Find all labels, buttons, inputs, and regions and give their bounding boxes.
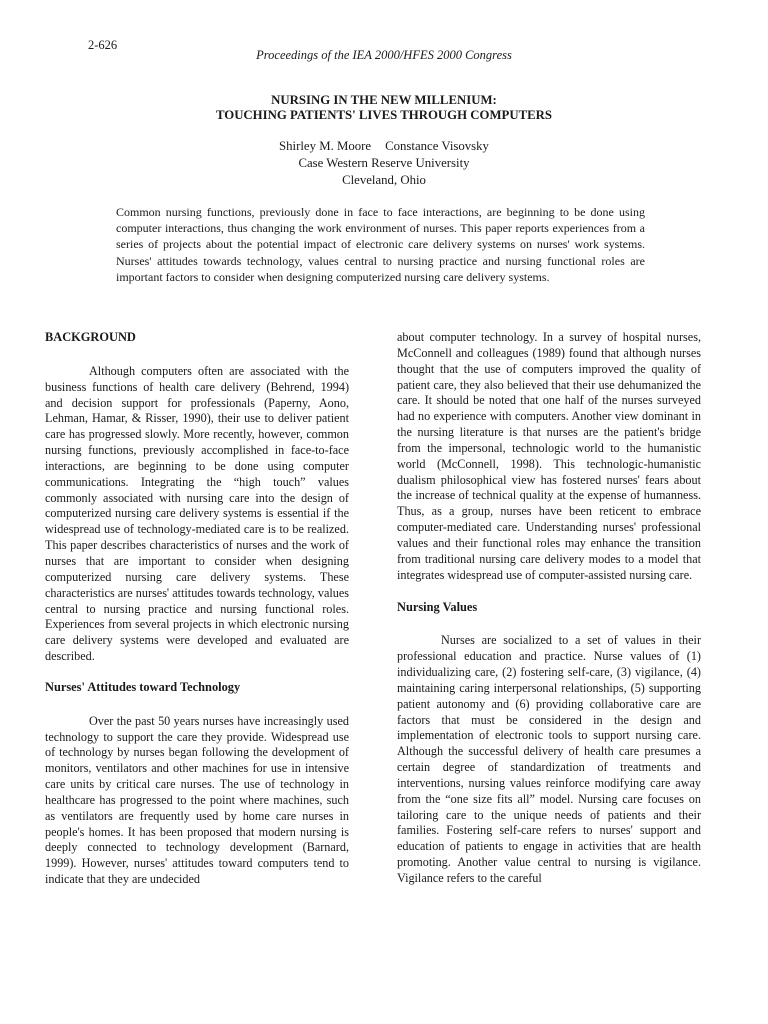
section-heading-attitudes: Nurses' Attitudes toward Technology	[45, 679, 241, 694]
background-paragraph: Although computers often are associated with the business functions of health care delivery (Behrend, 1994) and decision support for professionals (Paperny, Aono, Lehman, Hamar, & Risser, 1990), their use to deliver patient care has progressed slowly. More recently, however, common nursing functions, previously accomplished in face-to-face interactions, are beginning to be done using computer communications. Integrating the “high touch” values commonly associated with nursing care into the design of computerized nursing care delivery systems is essential if the widespread use of technology-mediated care is to be realized. This paper describes characteristics of nurses and the work of nurses that are important to consider when designing computerized nursing care delivery systems. These characteristics are nurses' attitudes towards technology, values central to nursing practice and nursing functional roles. Experiences from several projects in which electronic nursing care delivery systems were developed and evaluated are described.	[45, 363, 349, 664]
right-column	[397, 330, 701, 887]
title-line-2: TOUCHING PATIENTS' LIVES THROUGH COMPUTERS	[215, 108, 553, 122]
author-1: Shirley M. Moore	[279, 139, 372, 153]
affiliation: Case Western Reserve University	[298, 156, 470, 170]
author-block	[0, 138, 768, 189]
running-head: Proceedings of the IEA 2000/HFES 2000 Congress	[256, 48, 512, 62]
location: Cleveland, Ohio	[342, 173, 426, 187]
author-2: Constance Visovsky	[385, 139, 489, 153]
section-heading-background: BACKGROUND	[45, 330, 136, 344]
attitudes-paragraph: Over the past 50 years nurses have increasingly used technology to support the care they provide. Widespread use of technology by nurses began following the development of monitors, ventilators and other machines for use in intensive care units by critical care nurses. The use of technology in healthcare has progressed to the point where machines, such as ventilators are frequently used by home care nurses in people's homes. It has been proposed that modern nursing is deeply connected to technology development (Barnard, 1999). However, nurses' attitudes toward computers tend to indicate that they are undecided	[45, 713, 349, 887]
paper-title	[0, 93, 768, 123]
left-column	[45, 330, 349, 888]
author-names	[0, 138, 768, 155]
continued-paragraph: about computer technology. In a survey of hospital nurses, McConnell and colleagues (1989) found that although nurses thought that the use of computers improved the quality of patient care, they also believed that their use dehumanized the care. It should be noted that one half of the nurses surveyed had no experience with computers. Another view dominant in the nursing literature is that nurses are the patient's bridge from the impersonal, technologic world to the humanistic world (McConnell, 1998). This technologic-humanistic dualism philosophical view has fostered nurses' fears about the increase of technical quality at the expense of humanness. Thus, as a group, nurses have been reticent to embrace computer-mediated care. Understanding nurses' professional values and their functional roles may enhance the transition from traditional nursing care delivery modes to a model that integrates widespread use of computer-assisted nursing care.	[397, 330, 701, 582]
abstract: Common nursing functions, previously done in face to face interactions, are beginning to be done using computer interactions, thus changing the work environment of nurses. This paper reports experiences from a series of projects about the potential impact of electronic care delivery systems on nurses' work systems. Nurses' attitudes towards technology, values central to nursing practice and nursing functional roles are important factors to consider when designing computerized nursing care delivery systems.	[116, 205, 645, 284]
section-heading-nursing-values: Nursing Values	[397, 599, 478, 614]
nursing-values-paragraph: Nurses are socialized to a set of values in their professional education and practice. Nurse values of (1) individualizing care, (2) fostering self-care, (3) vigilance, (4) maintaining caring interpersonal relationships, (5) supporting patient autonomy and (6) providing collaborative care are factors that must be considered in the design and implementation of electronic tools to support nursing care. Although the successful delivery of health care presumes a certain degree of standardization of treatments and interventions, nursing values reinforce modifying care away from the “one size fits all” model. Nursing care focuses on tailoring care to the unique needs of patients and their families. Fostering self-care refers to nurses' support and education of patients to engage in activities that are health promoting. Another value central to nursing is vigilance. Vigilance refers to the careful	[397, 633, 701, 885]
page-number: 2-626	[88, 38, 118, 52]
title-line-1: NURSING IN THE NEW MILLENIUM:	[271, 93, 497, 107]
